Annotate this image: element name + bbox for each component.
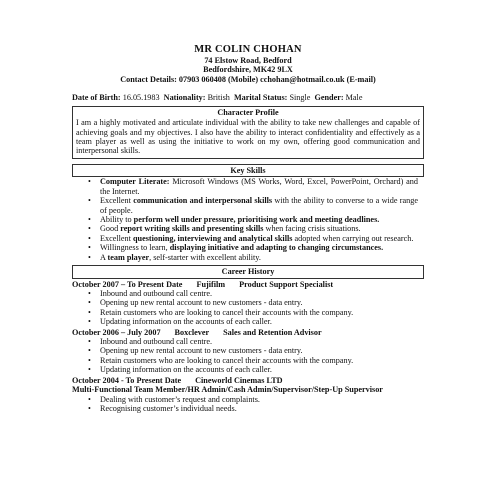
job-duties-list: [72, 395, 424, 414]
address-line-1: 74 Elstow Road, Bedford: [204, 56, 292, 66]
cv-page: [72, 44, 424, 413]
character-profile-box: [72, 106, 424, 159]
job-dates: October 2006 – July 2007: [72, 327, 161, 337]
skill-bold: questioning, interviewing and analytical skills: [132, 233, 293, 243]
job-heading: [72, 280, 424, 289]
skill-pre: Excellent: [100, 233, 133, 243]
job-company: Fujifilm: [196, 279, 226, 289]
skill-bold: report writing skills and presenting skills: [120, 224, 264, 234]
duty-item: • Retain customers who are looking to cancel their accounts with the company.: [72, 308, 424, 317]
job-heading: [72, 328, 424, 337]
skill-item: [72, 253, 424, 262]
duty-item: • Recognising customer’s individual needs.: [72, 404, 424, 413]
career-history-heading-box: [72, 265, 424, 278]
nationality-label: Nationality:: [163, 93, 206, 103]
skill-text: , self-starter with excellent ability.: [149, 252, 261, 262]
skill-text: when facing crisis situations.: [263, 224, 361, 234]
candidate-name: MR COLIN CHOHAN: [194, 44, 302, 55]
duty-item: • Inbound and outbound call centre.: [72, 337, 424, 346]
key-skills-heading-box: [72, 164, 424, 177]
career-history-title: Career History: [221, 267, 275, 277]
duty-item: • Inbound and outbound call centre.: [72, 289, 424, 298]
skill-item: [72, 243, 424, 252]
duty-item: • Opening up new rental account to new customers - data entry.: [72, 298, 424, 307]
contact-details: Contact Details: 07903 060408 (Mobile) cchohan@hotmail.co.uk (E-mail): [120, 74, 376, 84]
job-role: Sales and Retention Advisor: [223, 327, 322, 337]
marital-status-label: Marital Status:: [233, 93, 288, 103]
character-profile-title: Character Profile: [217, 107, 279, 117]
skill-bold: Computer Literate:: [100, 177, 170, 187]
job-role: Product Support Specialist: [239, 279, 334, 289]
skill-item: [72, 234, 424, 243]
job-heading: [72, 376, 424, 385]
dob-value: 16.05.1983: [122, 93, 160, 103]
job-role: Multi-Functional Team Member/HR Admin/Cash Admin/Supervisor/Step-Up Supervisor: [72, 385, 383, 395]
character-profile-text: I am a highly motivated and articulate individual with the ability to take new challenges and capable of achieving goals and my objectives. I also have the ability to interact confidentiality and effectively as a team player as well as using the initiative to work on my own, offering good communication and interpersonal skills.: [76, 118, 420, 156]
skill-pre: Willingness to learn,: [100, 243, 170, 253]
address-line-2: Bedfordshire, MK42 9LX: [203, 65, 293, 75]
skill-pre: Excellent: [100, 196, 134, 206]
gender-value: Male: [345, 93, 363, 103]
key-skills-title: Key Skills: [230, 165, 266, 175]
job-company: Boxclever: [174, 327, 210, 337]
skill-pre: Ability to: [100, 214, 134, 224]
skill-text: adopted when carrying out research.: [292, 233, 414, 243]
marital-status-value: Single: [289, 93, 311, 103]
duty-item: • Opening up new rental account to new customers - data entry.: [72, 346, 424, 355]
dob-label: Date of Birth:: [72, 93, 121, 103]
skill-bold: perform well under pressure, prioritising work and meeting deadlines.: [133, 214, 380, 224]
job-duties-list: [72, 289, 424, 327]
duty-item: • Updating information on the accounts of each caller.: [72, 317, 424, 326]
job-dates: October 2004 - To Present Date: [72, 375, 182, 385]
skill-pre: A: [100, 252, 108, 262]
skill-item: [72, 215, 424, 224]
skill-pre: Good: [100, 224, 121, 234]
personal-details: [72, 93, 424, 102]
skill-bold: communication and interpersonal skills: [133, 196, 273, 206]
duty-item: • Updating information on the accounts of each caller.: [72, 365, 424, 374]
job-dates: October 2007 – To Present Date: [72, 279, 183, 289]
key-skills-list: [72, 177, 424, 262]
skill-item: [72, 177, 424, 196]
skill-item: [72, 196, 424, 215]
skill-text: Microsoft Windows (MS Works, Word, Excel, PowerPoint, Orchard) and the Internet.: [100, 177, 418, 196]
skill-bold: displaying initiative and adapting to changing circumstances.: [169, 243, 384, 253]
nationality-value: British: [207, 93, 230, 103]
cv-header: [72, 44, 424, 84]
job-company: Cineworld Cinemas LTD: [195, 375, 283, 385]
job-duties-list: [72, 337, 424, 375]
skill-item: [72, 224, 424, 233]
skill-bold: team player: [107, 252, 150, 262]
gender-label: Gender:: [314, 93, 344, 103]
duty-item: • Retain customers who are looking to cancel their accounts with the company.: [72, 356, 424, 365]
duty-item: • Dealing with customer’s request and complaints.: [72, 395, 424, 404]
skill-text: with the ability to converse to a wide range of people.: [100, 196, 418, 215]
